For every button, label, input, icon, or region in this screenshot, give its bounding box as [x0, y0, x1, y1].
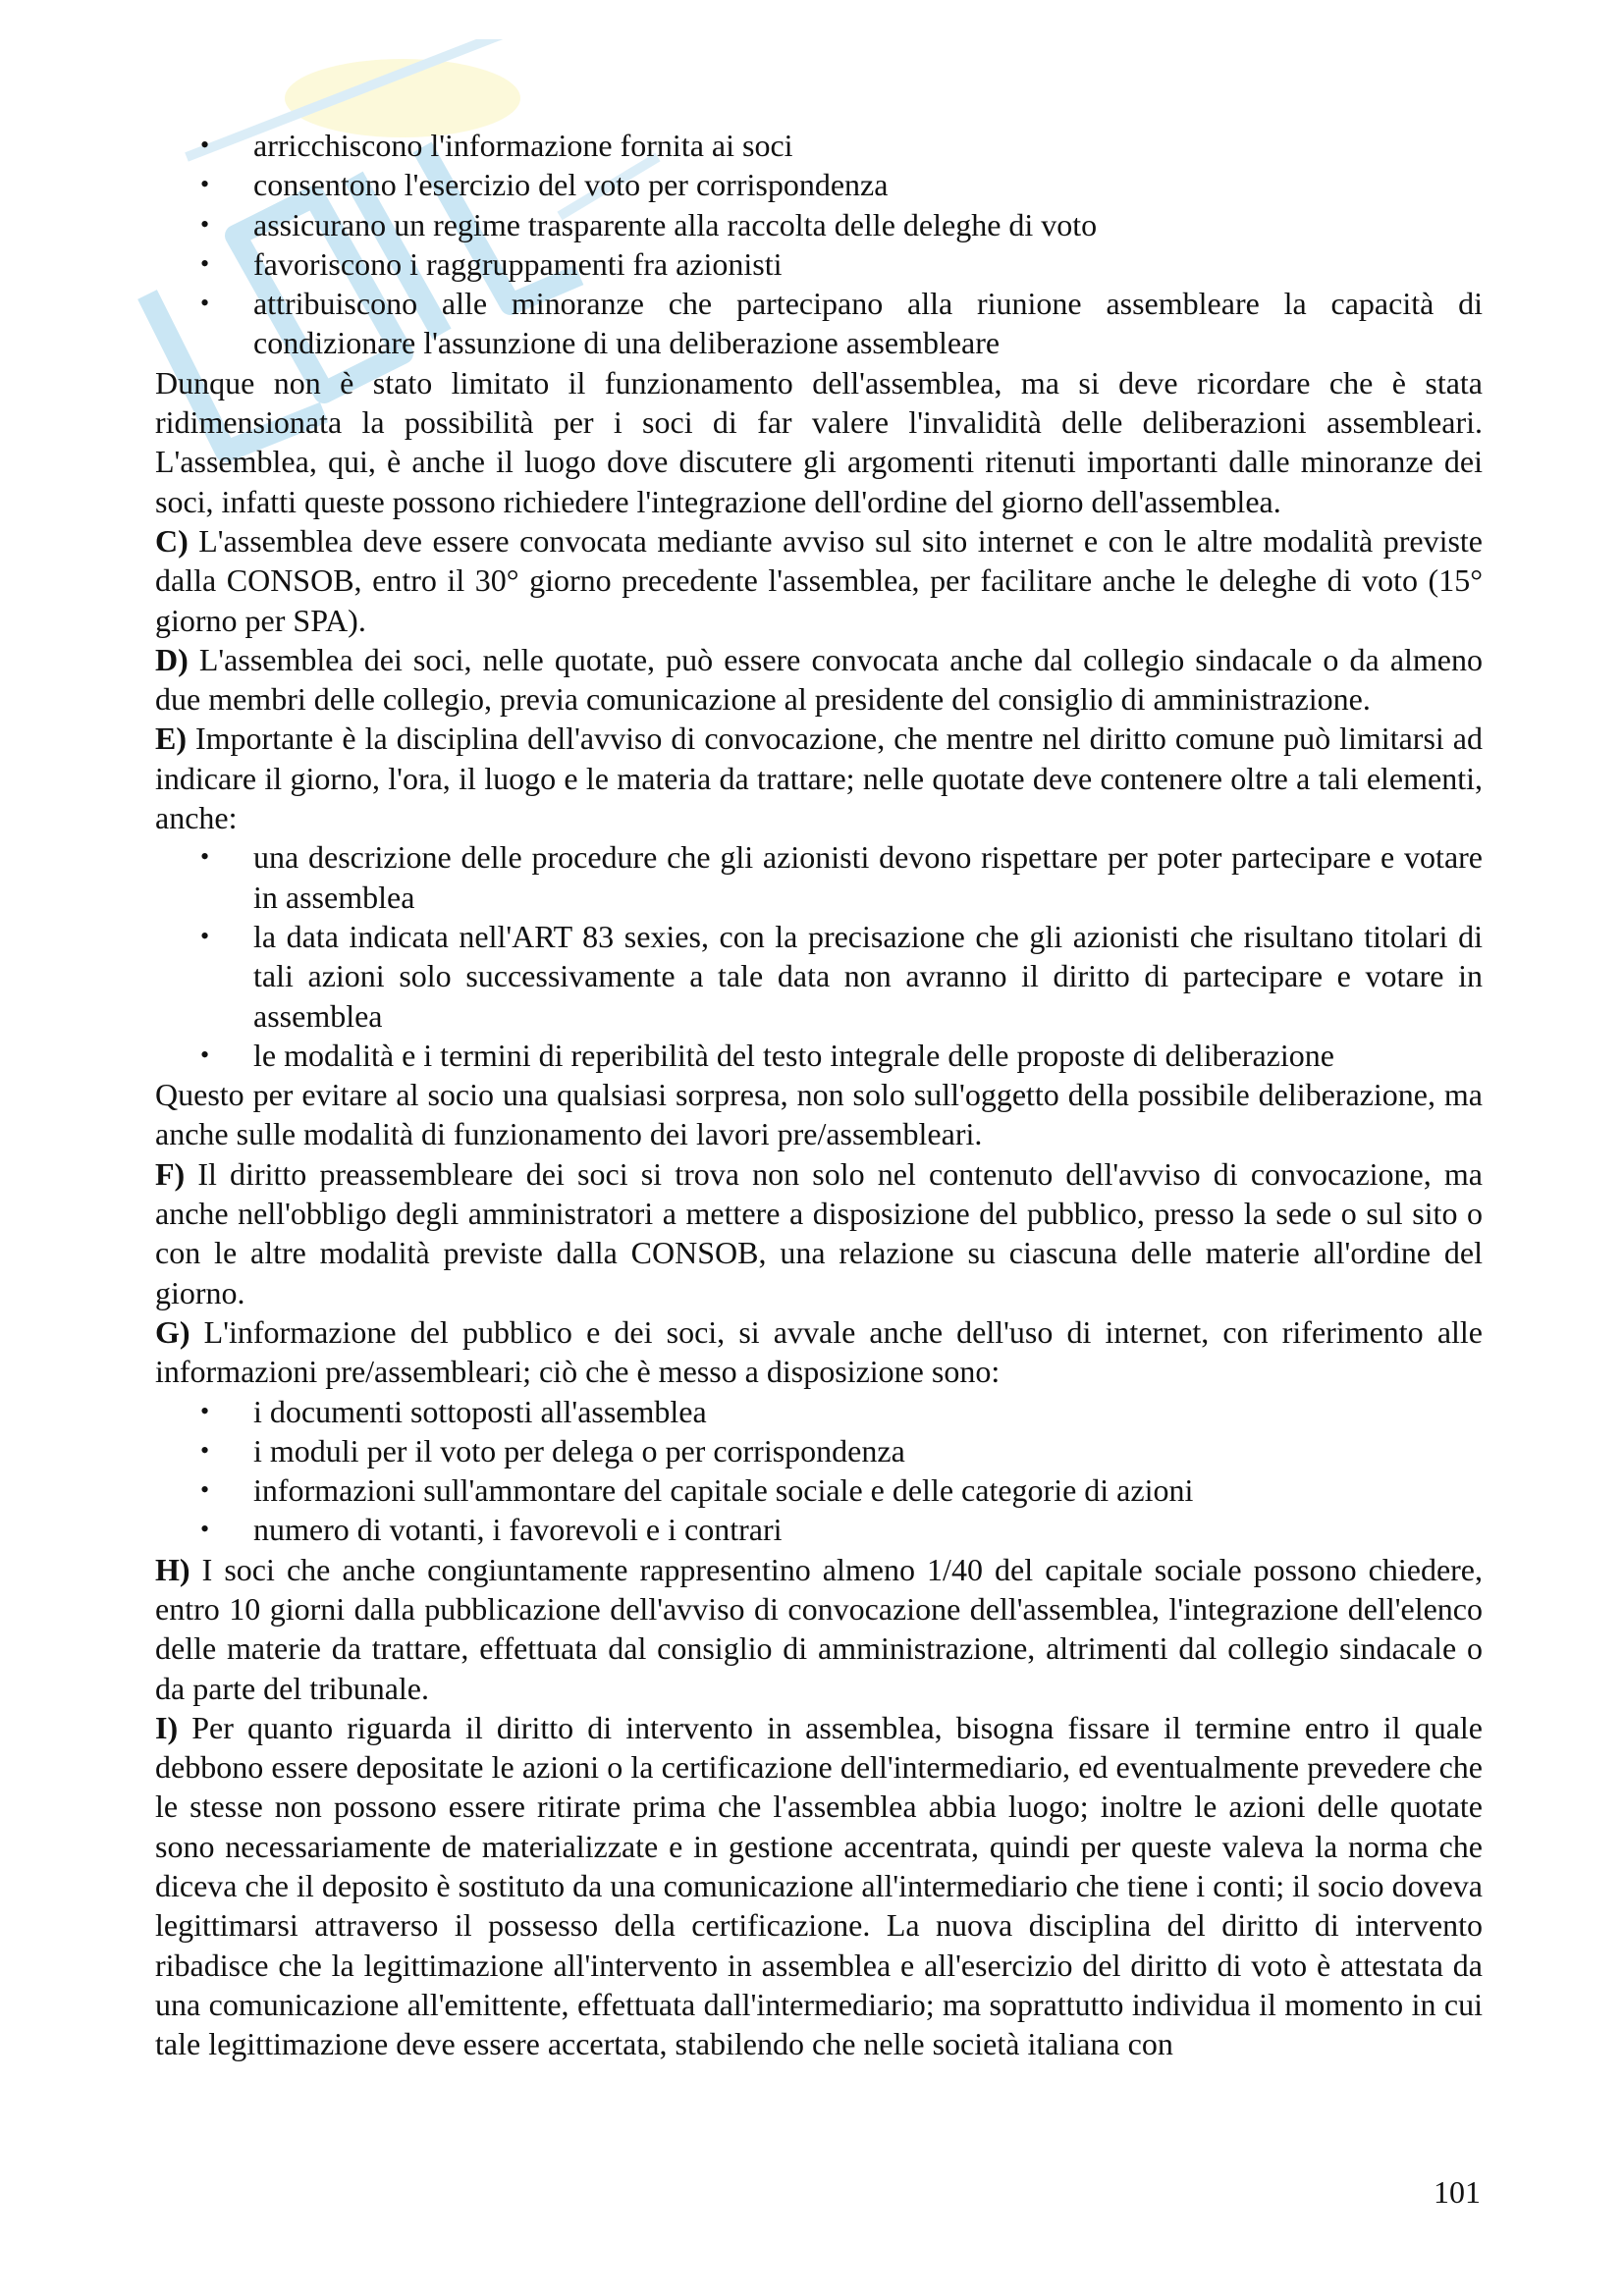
section-label: E) [155, 721, 187, 757]
section-e [155, 719, 1483, 837]
page-number: 101 [1434, 2174, 1481, 2210]
section-text: Per quanto riguarda il diritto di intervento in assemblea, bisogna fissare il termine entro il quale debbono essere depositate le azioni o la certificazione dell'intermediario, ed eventualmente prevedere che le stesse non possono essere ritirate prima che l'assemblea abbia luogo; inoltre le azioni delle quotate sono necessariamente de materializzate e in gestione accentrata, quindi per queste valeva la norma che diceva che il deposito è sostituto da una comunicazione all'intermediario che tiene i conti; il socio doveva legittimarsi attraverso il possesso della certificazione. La nuova disciplina del diritto di intervento ribadisce che la legittimazione all'intervento in assemblea e all'esercizio del diritto di voto è attestata da una comunicazione all'emittente, effettuata dall'intermediario; ma soprattutto individua il momento in cui tale legittimazione deve essere accertata, stabilendo che nelle società italiana con [155, 1709, 1483, 2062]
list-item: • una descrizione delle procedure che gli azionisti devono rispettare per poter partecipare e votare in assemblea [253, 837, 1483, 917]
list-item: • le modalità e i termini di reperibilità del testo integrale delle proposte di deliberazione [253, 1036, 1483, 1075]
list-item: • attribuiscono alle minoranze che partecipano alla riunione assembleare la capacità di condizionare l'assunzione di una deliberazione assembleare [253, 284, 1483, 363]
bullet-list-convocation [155, 837, 1483, 1075]
document-body [155, 126, 1483, 2064]
section-f [155, 1154, 1483, 1312]
section-i [155, 1708, 1483, 2064]
list-item: • favoriscono i raggruppamenti fra azionisti [253, 244, 1483, 284]
list-item: • consentono l'esercizio del voto per corrispondenza [253, 165, 1483, 204]
section-text: L'assemblea dei soci, nelle quotate, può essere convocata anche dal collegio sindacale o da almeno due membri delle collegio, previa comunicazione al presidente del consiglio di amministrazione. [155, 641, 1483, 718]
list-item: • numero di votanti, i favorevoli e i contrari [253, 1510, 1483, 1549]
section-text: Il diritto preassembleare dei soci si trova non solo nel contenuto dell'avviso di convocazione, ma anche nell'obbligo degli amministratori a mettere a disposizione del pubblico, presso la sede o sul sito o con le altre modalità previste dalla CONSOB, una relazione su ciascuna delle materie all'ordine del giorno. [155, 1155, 1483, 1310]
list-item: • informazioni sull'ammontare del capitale sociale e delle categorie di azioni [253, 1470, 1483, 1510]
list-item: • la data indicata nell'ART 83 sexies, con la precisazione che gli azionisti che risultano titolari di tali azioni solo successivamente a tale data non avranno il diritto di partecipare e votare in assemblea [253, 917, 1483, 1036]
section-h [155, 1550, 1483, 1708]
list-item: • i documenti sottoposti all'assemblea [253, 1392, 1483, 1431]
list-item: • assicurano un regime trasparente alla raccolta delle deleghe di voto [253, 205, 1483, 244]
paragraph-after-e: Questo per evitare al socio una qualsiasi sorpresa, non solo sull'oggetto della possibile deliberazione, ma anche sulle modalità di funzionamento dei lavori pre/assembleari. [155, 1077, 1483, 1152]
bullet-list-features [155, 126, 1483, 363]
section-g [155, 1312, 1483, 1392]
section-text: Importante è la disciplina dell'avviso di convocazione, che mentre nel diritto comune può limitarsi ad indicare il giorno, l'ora, il luogo e le materia da trattare; nelle quotate deve contenere oltre a tali elementi, anche: [155, 721, 1483, 836]
list-item: • i moduli per il voto per delega o per corrispondenza [253, 1431, 1483, 1470]
section-c [155, 521, 1483, 640]
section-label: D) [155, 641, 189, 677]
section-label: F) [155, 1155, 186, 1192]
section-text: L'assemblea deve essere convocata mediante avviso sul sito internet e con le altre modalità previste dalla CONSOB, entro il 30° giorno precedente l'assemblea, per facilitare anche le deleghe di voto (15° giorno per SPA). [155, 522, 1483, 638]
bullet-list-documents [155, 1392, 1483, 1550]
section-label: C) [155, 522, 189, 559]
section-d [155, 640, 1483, 720]
list-item: • arricchiscono l'informazione fornita ai soci [253, 126, 1483, 165]
section-text: I soci che anche congiuntamente rappresentino almeno 1/40 del capitale sociale possono chiedere, entro 10 giorni dalla pubblicazione dell'avviso di convocazione dell'assemblea, l'integrazione dell'elenco delle materie da trattare, effettuata dal consiglio di amministrazione, altrimenti dal collegio sindacale o da parte del tribunale. [155, 1551, 1483, 1706]
section-text: L'informazione del pubblico e dei soci, si avvale anche dell'uso di internet, con riferimento alle informazioni pre/assembleari; ciò che è messo a disposizione sono: [155, 1313, 1483, 1390]
paragraph-intro: Dunque non è stato limitato il funzionamento dell'assemblea, ma si deve ricordare che è stata ridimensionata la possibilità per i soci di far valere l'invalidità delle deliberazioni assembleari. L'assemblea, qui, è anche il luogo dove discutere gli argomenti ritenuti importanti dalle minoranze dei soci, infatti queste possono richiedere l'integrazione dell'ordine del giorno dell'assemblea. [155, 364, 1483, 519]
section-label: I) [155, 1709, 179, 1745]
section-label: G) [155, 1313, 190, 1350]
section-label: H) [155, 1551, 190, 1587]
